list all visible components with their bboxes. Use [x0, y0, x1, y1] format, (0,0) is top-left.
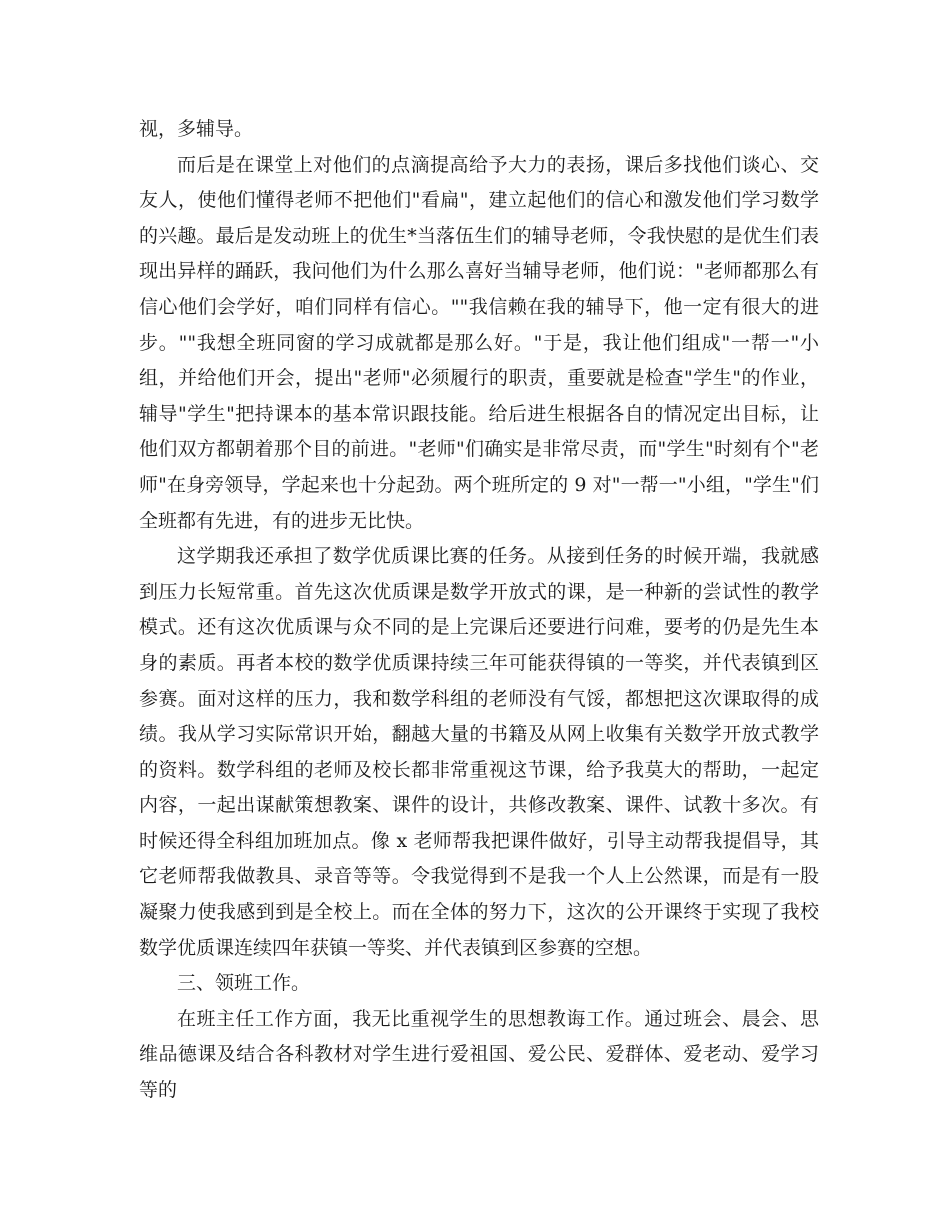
paragraph-2: 而后是在课堂上对他们的点滴提高给予大力的表扬，课后多找他们谈心、交友人，使他们懂得老师不把他们"看扁"，建立起他们的信心和激发他们学习数学的兴趣。最后是发动班上的优生*当落伍生们的辅导老师，令我快慰的是优生们表现出异样的踊跃，我问他们为什么那么喜好当辅导老师，他们说："老师都那么有信心他们会学好，咱们同样有信心。""我信赖在我的辅导下，他一定有很大的进步。""我想全班同窗的学习成就都是那么好。"于是，我让他们组成"一帮一"小组，并给他们开会，提出"老师"必须履行的职责，重要就是检查"学生"的作业，辅导"学生"把持课本的基本常识跟技能。给后进生根据各自的情况定出目标，让他们双方都朝着那个目的前进。"老师"们确实是非常尽责，而"学生"时刻有个"老师"在身旁领导，学起来也十分起劲。两个班所定的 9 对"一帮一"小组，"学生"们全班都有先进，有的进步无比快。 — [139, 153, 819, 532]
paragraph-1: 视，多辅导。 — [139, 118, 254, 140]
section-heading: 三、领班工作。 — [177, 972, 311, 995]
paragraph-3: 这学期我还承担了数学优质课比赛的任务。从接到任务的时候开端，我就感到压力长短常重。首先这次优质课是数学开放式的课，是一种新的尝试性的教学模式。还有这次优质课与众不同的是上完课后还要进行问难，要考的仍是先生本身的素质。再者本校的数学优质课持续三年可能获得镇的一等奖，并代表镇到区参赛。面对这样的压力，我和数学科组的老师没有气馁，都想把这次课取得的成绩。我从学习实际常识开始，翻越大量的书籍及从网上收集有关数学开放式教学的资料。数学科组的老师及校长都非常重视这节课，给予我莫大的帮助，一起定内容，一起出谋献策想教案、课件的设计，共修改教案、课件、试教十多次。有时候还得全科组加班加点。像 x 老师帮我把课件做好，引导主动帮我提倡导，其它老师帮我做教具、录音等等。令我觉得到不是我一个人上公然课，而是有一股凝聚力使我感到到是全校上。而在全体的努力下，这次的公开课终于实现了我校数学优质课连续四年获镇一等奖、并代表镇到区参赛的空想。 — [139, 545, 819, 959]
document-body — [139, 112, 819, 1109]
paragraph-4: 在班主任工作方面，我无比重视学生的思想教诲工作。通过班会、晨会、思维品德课及结合各科教材对学生进行爱祖国、爱公民、爱群体、爱老动、爱学习等的 — [139, 1007, 819, 1102]
